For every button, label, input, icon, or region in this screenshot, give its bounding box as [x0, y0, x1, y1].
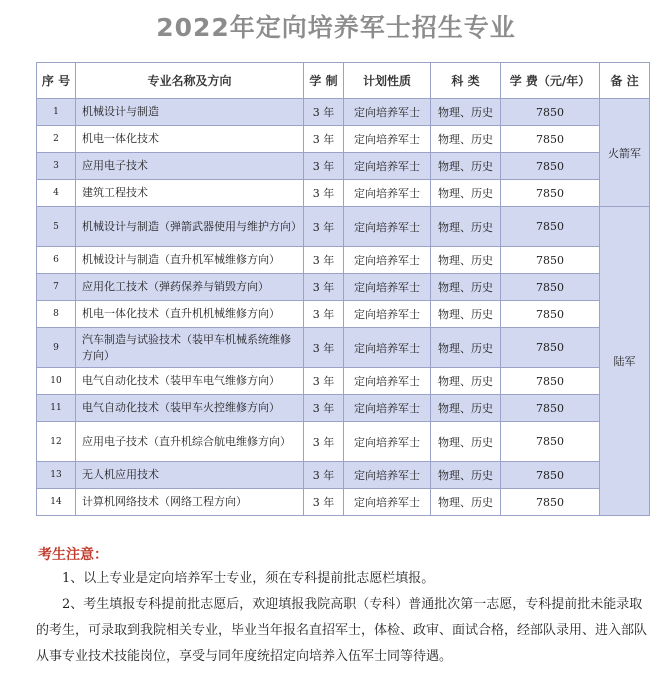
- cell-nature: 定向培养军士: [344, 328, 431, 368]
- cell-nature: 定向培养军士: [344, 99, 431, 126]
- cell-years: 3 年: [304, 368, 344, 395]
- cell-subjects: 物理、历史: [431, 368, 501, 395]
- notice-heading: 考生注意：: [38, 547, 108, 563]
- table-row: [37, 180, 650, 207]
- cell-nature: 定向培养军士: [344, 180, 431, 207]
- cell-years: 3 年: [304, 99, 344, 126]
- cell-years: 3 年: [304, 274, 344, 301]
- cell-fee: 7850: [501, 395, 600, 422]
- cell-major: 机械设计与制造（直升机军械维修方向）: [76, 247, 304, 274]
- page-title: 2022年定向培养军士招生专业: [156, 13, 516, 42]
- cell-years: 3 年: [304, 422, 344, 462]
- table-header-row: [37, 63, 650, 99]
- cell-major: 应用化工技术（弹药保养与销毁方向）: [76, 274, 304, 301]
- table-row: [37, 328, 650, 368]
- cell-subjects: 物理、历史: [431, 301, 501, 328]
- cell-major: 电气自动化技术（装甲车火控维修方向）: [76, 395, 304, 422]
- cell-seq: 3: [37, 153, 76, 180]
- cell-fee: 7850: [501, 301, 600, 328]
- table-row: [37, 153, 650, 180]
- cell-major: 电气自动化技术（装甲车电气维修方向）: [76, 368, 304, 395]
- cell-major: 机械设计与制造: [76, 99, 304, 126]
- cell-years: 3 年: [304, 395, 344, 422]
- cell-fee: 7850: [501, 274, 600, 301]
- majors-table: [36, 62, 650, 516]
- cell-subjects: 物理、历史: [431, 247, 501, 274]
- table-row: [37, 247, 650, 274]
- cell-fee: 7850: [501, 126, 600, 153]
- cell-seq: 14: [37, 489, 76, 516]
- cell-nature: 定向培养军士: [344, 395, 431, 422]
- cell-fee: 7850: [501, 99, 600, 126]
- notice-item-1: 1、以上专业是定向培养军士专业，须在专科提前批志愿栏填报。: [62, 571, 435, 586]
- table-row: [37, 395, 650, 422]
- table-row: [37, 207, 650, 247]
- table-row: [37, 126, 650, 153]
- header-note: 备 注: [600, 63, 650, 99]
- cell-nature: 定向培养军士: [344, 462, 431, 489]
- cell-seq: 6: [37, 247, 76, 274]
- cell-seq: 11: [37, 395, 76, 422]
- cell-major: 计算机网络技术（网络工程方向）: [76, 489, 304, 516]
- cell-seq: 8: [37, 301, 76, 328]
- table-row: [37, 301, 650, 328]
- cell-fee: 7850: [501, 489, 600, 516]
- cell-fee: 7850: [501, 180, 600, 207]
- cell-subjects: 物理、历史: [431, 328, 501, 368]
- cell-subjects: 物理、历史: [431, 99, 501, 126]
- header-seq: 序 号: [37, 63, 76, 99]
- cell-nature: 定向培养军士: [344, 368, 431, 395]
- cell-nature: 定向培养军士: [344, 153, 431, 180]
- cell-subjects: 物理、历史: [431, 207, 501, 247]
- cell-years: 3 年: [304, 180, 344, 207]
- cell-major: 应用电子技术: [76, 153, 304, 180]
- cell-seq: 10: [37, 368, 76, 395]
- header-major: 专业名称及方向: [76, 63, 304, 99]
- cell-nature: 定向培养军士: [344, 247, 431, 274]
- notice-item-2: 2、考生填报专科提前批志愿后，欢迎填报我院高职（专科）普通批次第一志愿，专科提前批未能录取的考生，可录取到我院相关专业，毕业当年报名直招军士，体检、政审、面试合格，经部队录用、进入部队从事专业技术技能岗位，享受与同年度统招定向培养入伍军士同等待遇。: [36, 597, 648, 664]
- cell-subjects: 物理、历史: [431, 274, 501, 301]
- cell-fee: 7850: [501, 247, 600, 274]
- cell-note-group: 陆军: [600, 207, 650, 516]
- cell-nature: 定向培养军士: [344, 207, 431, 247]
- cell-seq: 1: [37, 99, 76, 126]
- cell-subjects: 物理、历史: [431, 153, 501, 180]
- cell-seq: 4: [37, 180, 76, 207]
- cell-years: 3 年: [304, 126, 344, 153]
- cell-fee: 7850: [501, 328, 600, 368]
- cell-nature: 定向培养军士: [344, 489, 431, 516]
- cell-nature: 定向培养军士: [344, 301, 431, 328]
- cell-seq: 12: [37, 422, 76, 462]
- cell-major: 机械设计与制造（弹箭武器使用与维护方向）: [76, 207, 304, 247]
- cell-seq: 2: [37, 126, 76, 153]
- table-row: [37, 368, 650, 395]
- cell-seq: 13: [37, 462, 76, 489]
- cell-seq: 7: [37, 274, 76, 301]
- cell-major: 机电一体化技术（直升机机械维修方向）: [76, 301, 304, 328]
- cell-years: 3 年: [304, 207, 344, 247]
- table-row: [37, 422, 650, 462]
- cell-nature: 定向培养军士: [344, 274, 431, 301]
- cell-note-group: 火箭军: [600, 99, 650, 207]
- cell-nature: 定向培养军士: [344, 126, 431, 153]
- cell-major: 汽车制造与试验技术（装甲车机械系统维修方向）: [76, 328, 304, 368]
- cell-subjects: 物理、历史: [431, 395, 501, 422]
- header-years: 学 制: [304, 63, 344, 99]
- cell-fee: 7850: [501, 207, 600, 247]
- cell-fee: 7850: [501, 368, 600, 395]
- cell-subjects: 物理、历史: [431, 180, 501, 207]
- cell-fee: 7850: [501, 422, 600, 462]
- table-row: [37, 274, 650, 301]
- cell-years: 3 年: [304, 328, 344, 368]
- cell-major: 机电一体化技术: [76, 126, 304, 153]
- cell-fee: 7850: [501, 462, 600, 489]
- cell-seq: 5: [37, 207, 76, 247]
- cell-subjects: 物理、历史: [431, 126, 501, 153]
- header-fee: 学 费（元/年）: [501, 63, 600, 99]
- cell-years: 3 年: [304, 462, 344, 489]
- cell-years: 3 年: [304, 301, 344, 328]
- cell-subjects: 物理、历史: [431, 462, 501, 489]
- cell-nature: 定向培养军士: [344, 422, 431, 462]
- cell-subjects: 物理、历史: [431, 489, 501, 516]
- table-row: [37, 489, 650, 516]
- header-subjects: 科 类: [431, 63, 501, 99]
- cell-major: 应用电子技术（直升机综合航电维修方向）: [76, 422, 304, 462]
- table-row: [37, 99, 650, 126]
- table-row: [37, 462, 650, 489]
- header-nature: 计划性质: [344, 63, 431, 99]
- cell-years: 3 年: [304, 489, 344, 516]
- cell-seq: 9: [37, 328, 76, 368]
- cell-major: 无人机应用技术: [76, 462, 304, 489]
- cell-years: 3 年: [304, 247, 344, 274]
- cell-years: 3 年: [304, 153, 344, 180]
- cell-major: 建筑工程技术: [76, 180, 304, 207]
- cell-subjects: 物理、历史: [431, 422, 501, 462]
- cell-fee: 7850: [501, 153, 600, 180]
